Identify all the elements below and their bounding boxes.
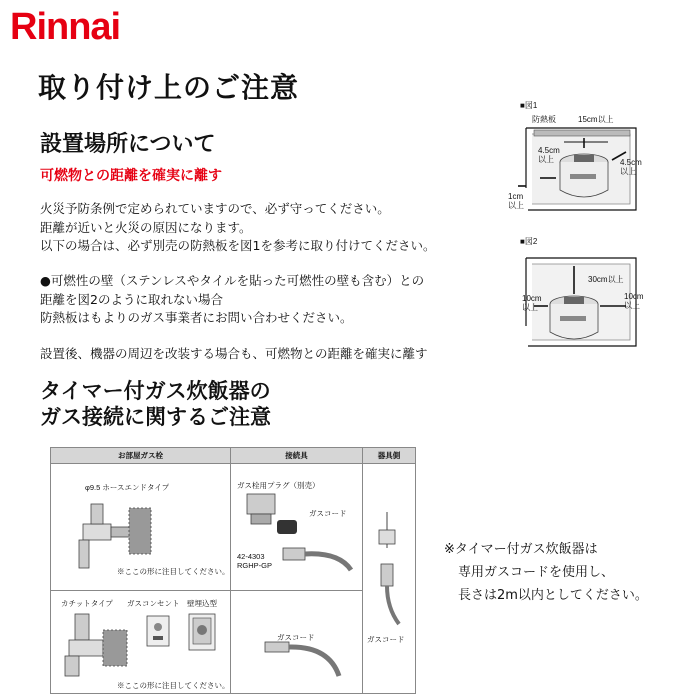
text-line: 火災予防条例で定められていますので、必ず守ってください。 — [40, 201, 390, 216]
hose-label: ガスコード — [277, 633, 315, 642]
hose-end-type-label: φ9.5 ホースエンドタイプ — [85, 483, 170, 492]
figure-2 — [508, 236, 643, 361]
plug-label: ガス栓用プラグ（別売） — [237, 481, 320, 490]
timer-cooker-note — [444, 538, 648, 607]
text-line: 距離が近いと火災の原因になります。 — [40, 219, 252, 235]
dim-value: 10cm — [624, 292, 644, 301]
dim-left-label — [522, 294, 542, 312]
paragraph-fire-regulation — [40, 200, 435, 256]
dim-suffix: 以上 — [620, 167, 636, 176]
wall-embedded-label: 壁埋込型 — [187, 599, 217, 608]
hose-end-valve-icon — [69, 494, 179, 570]
dim-right-label — [620, 158, 642, 176]
page-title: 取り付け上のご注意 — [38, 71, 300, 104]
divider — [51, 463, 415, 464]
paragraph-flammable-wall — [40, 272, 424, 328]
device-hose-icon — [369, 508, 409, 628]
model-name: RGHP-GP — [237, 561, 273, 570]
model-code: 42-4303 — [237, 552, 265, 561]
text-line: 以下の場合は、必ず別売の防熱板を図1を参考に取り付けてください。 — [40, 238, 436, 253]
gas-connection-heading — [40, 378, 271, 430]
header-connector: 接続具 — [231, 448, 362, 463]
divider — [362, 448, 363, 693]
dim-suffix: 以上 — [508, 201, 524, 210]
rinnai-logo: Rinnai — [10, 6, 121, 48]
text-line: 設置後、機器の周辺を改装する場合も、可燃物との距離を確実に離す — [40, 346, 428, 361]
dim-value: 4.5cm — [620, 158, 642, 167]
text-line: ●可燃性の壁（ステンレスやタイルを貼った可燃性の壁も含む）との — [40, 273, 425, 288]
dim-right-label — [624, 292, 644, 310]
text-line: 距離を図2のように取れない場合 — [40, 291, 223, 307]
dim-value: 4.5cm — [538, 146, 560, 155]
gas-hose-icon — [259, 640, 359, 690]
divider — [51, 590, 362, 591]
installation-location-heading: 設置場所について — [40, 131, 216, 157]
text-line: 防熱板はもよりのガス事業者にお問い合わせください。 — [40, 310, 353, 325]
note-line: ※タイマー付ガス炊飯器は — [444, 542, 598, 557]
valve-note: ※ここの形に注目してください。 — [117, 567, 230, 576]
heading-line: ガス接続に関するご注意 — [40, 404, 271, 429]
quick-connect-type-label: カチットタイプ — [61, 599, 113, 608]
gas-connection-table — [50, 447, 416, 694]
dim-value: 10cm — [522, 294, 542, 303]
device-hose-label: ガスコード — [367, 635, 405, 644]
figure-2-label: ■図2 — [520, 237, 538, 246]
dim-top-label: 15cm以上 — [578, 115, 614, 124]
shield-plate-label: 防熱板 — [532, 115, 556, 124]
valve-note: ※ここの形に注目してください。 — [117, 681, 230, 690]
figure-1-label: ■図1 — [520, 101, 538, 110]
note-line: 長さは2m以内としてください。 — [458, 588, 648, 603]
header-device-side: 器具側 — [363, 448, 415, 463]
dim-suffix: 以上 — [624, 301, 640, 310]
figure-1 — [508, 100, 643, 225]
dim-left-label — [538, 146, 560, 164]
dim-top-label: 30cm以上 — [588, 275, 624, 284]
quick-connect-valve-icon — [61, 608, 226, 678]
paragraph-renovation — [40, 345, 428, 364]
heading-line: タイマー付ガス炊飯器の — [40, 378, 271, 403]
dim-value: 1cm — [508, 192, 524, 201]
divider — [230, 448, 231, 693]
note-line: 専用ガスコードを使用し、 — [458, 565, 615, 580]
hose-label: ガスコード — [309, 509, 347, 518]
header-room-valve: お部屋ガス栓 — [51, 448, 230, 463]
dim-bottom-label — [508, 192, 524, 210]
dim-suffix: 以上 — [538, 155, 554, 164]
dim-suffix: 以上 — [522, 303, 538, 312]
warning-text: 可燃物との距離を確実に離す — [40, 168, 222, 184]
gas-outlet-label: ガスコンセント — [127, 599, 180, 608]
